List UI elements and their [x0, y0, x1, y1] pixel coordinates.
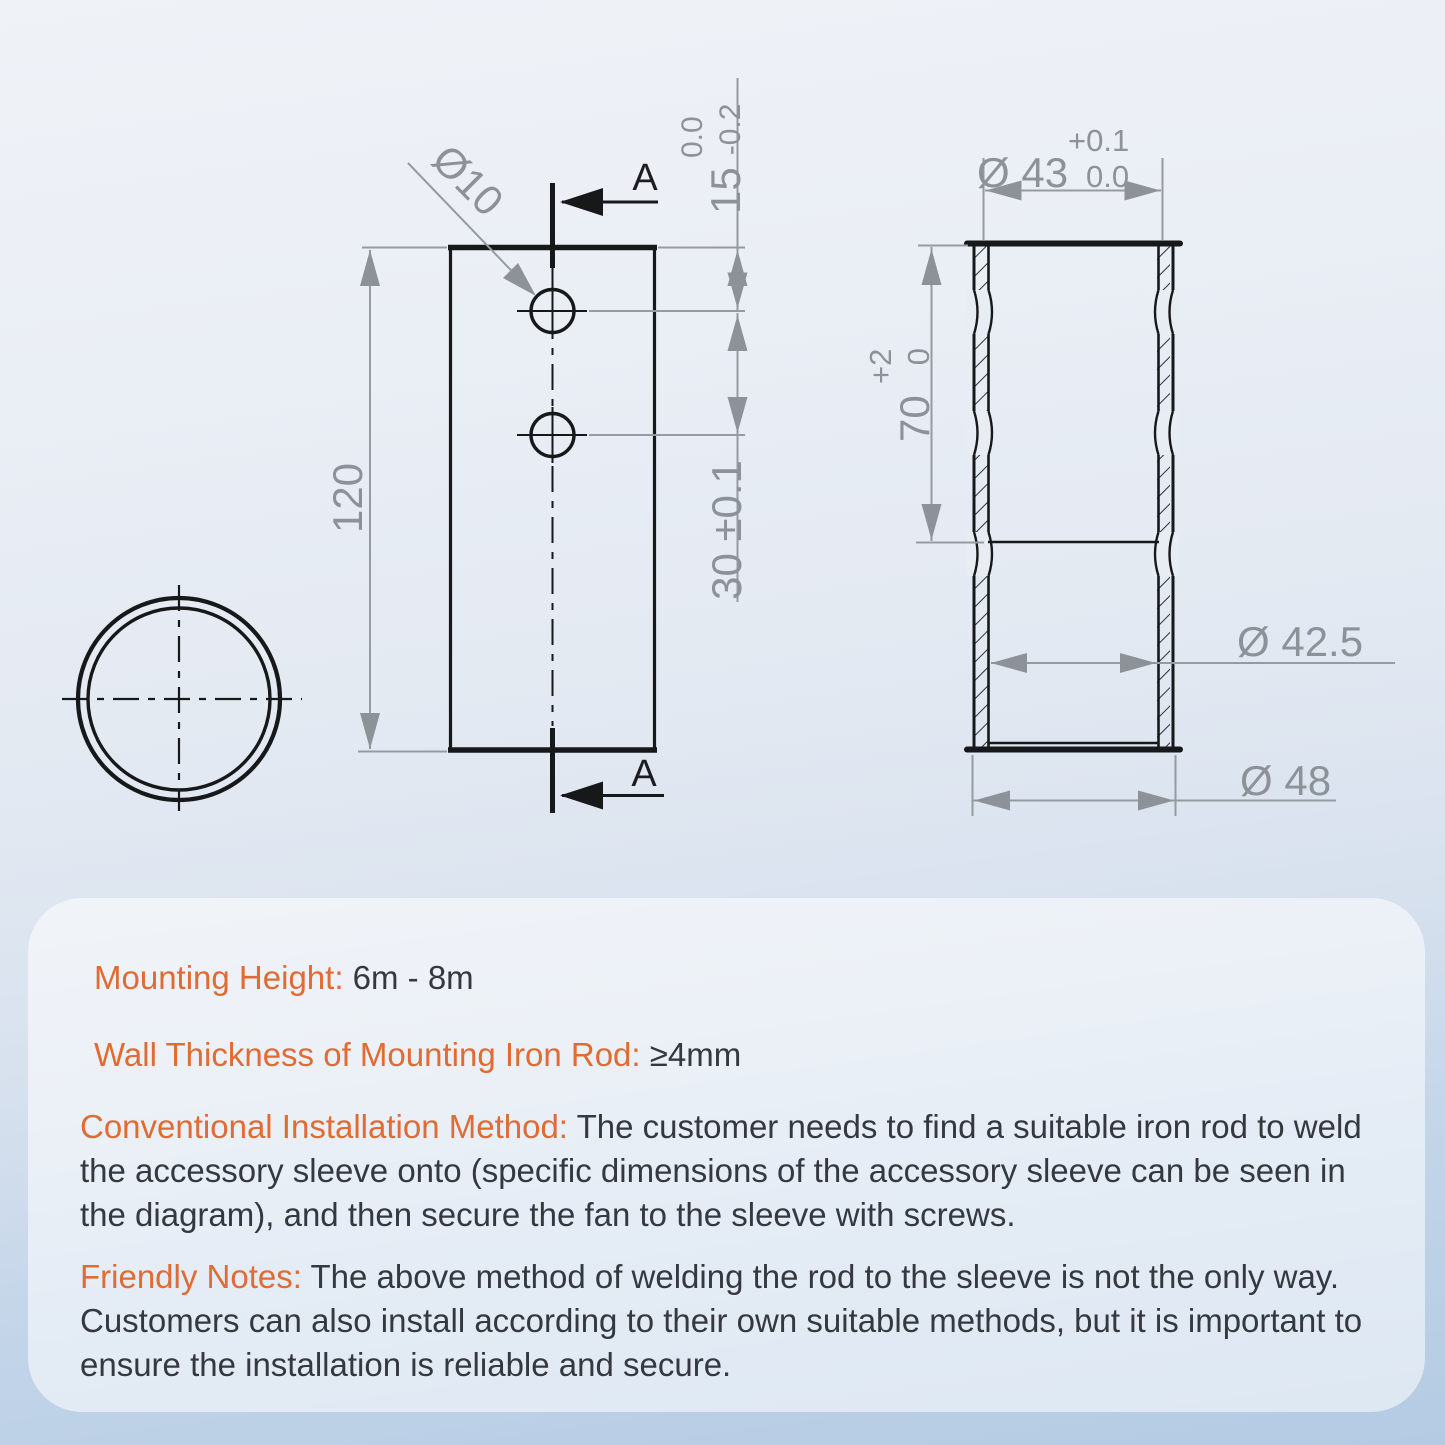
- section-arrow-top: [560, 188, 603, 216]
- end-view: [62, 585, 302, 811]
- dim-outer-diameter-text: Ø 48: [1240, 757, 1332, 804]
- installation-method-text: The customer needs to find a suitable iron rod to weld the accessory sleeve onto (specific dimensions of the accessory sleeve can be seen in the diagram), and then secure the fan to the sleeve with screws.: [80, 1108, 1362, 1233]
- dim-bore-diameter-text: Ø 43: [977, 149, 1069, 196]
- wall-break-zones: [966, 290, 1179, 576]
- dim-bore-tol-upper-text: +0.1: [1068, 123, 1130, 158]
- section-label-top: A: [632, 157, 658, 199]
- installation-method-label: Conventional Installation Method:: [80, 1108, 568, 1145]
- section-arrow-bottom: [560, 782, 603, 810]
- dim-bore-tol-lower-text: 0.0: [1086, 159, 1130, 194]
- section-label-bottom: A: [631, 753, 657, 795]
- friendly-notes-label: Friendly Notes:: [80, 1258, 302, 1295]
- side-section-view: [863, 123, 1395, 816]
- mounting-height-value: 6m - 8m: [352, 959, 474, 996]
- dim-bore-depth-text: [863, 348, 938, 442]
- dim-height-text: 120: [324, 462, 371, 534]
- svg-text:700: 700: [891, 348, 938, 442]
- dim-lower-bore-text: Ø 42.5: [1237, 618, 1364, 665]
- installation-method-paragraph: [80, 1105, 1380, 1237]
- dim-height-120: [358, 248, 447, 752]
- mounting-height-line: [94, 956, 1380, 1000]
- dim-hole-spacing-text: 30 ±0.1: [703, 460, 750, 600]
- friendly-notes-text: The above method of welding the rod to the sleeve is not the only way. Customers can also install according to their own suitable methods, but it is important to ensure the installation is reliable and secure.: [80, 1258, 1363, 1383]
- svg-text:15-0.2: 15-0.2: [702, 103, 749, 214]
- mounting-height-label: Mounting Height:: [94, 959, 344, 996]
- friendly-notes-paragraph: [80, 1255, 1380, 1387]
- svg-text:0.0: 0.0: [676, 116, 709, 158]
- wall-thickness-line: [94, 1033, 1380, 1077]
- dim-hole-diameter-text: Ø10: [423, 135, 513, 225]
- installation-notes-panel: [28, 898, 1425, 1412]
- svg-text:+2: +2: [863, 348, 898, 384]
- wall-thickness-label: Wall Thickness of Mounting Iron Rod:: [94, 1036, 641, 1073]
- section-cut-marks: [553, 157, 665, 813]
- dim-hole-diameter-leader: [408, 135, 536, 296]
- front-view: [324, 78, 750, 813]
- wall-thickness-value: ≥4mm: [649, 1036, 742, 1073]
